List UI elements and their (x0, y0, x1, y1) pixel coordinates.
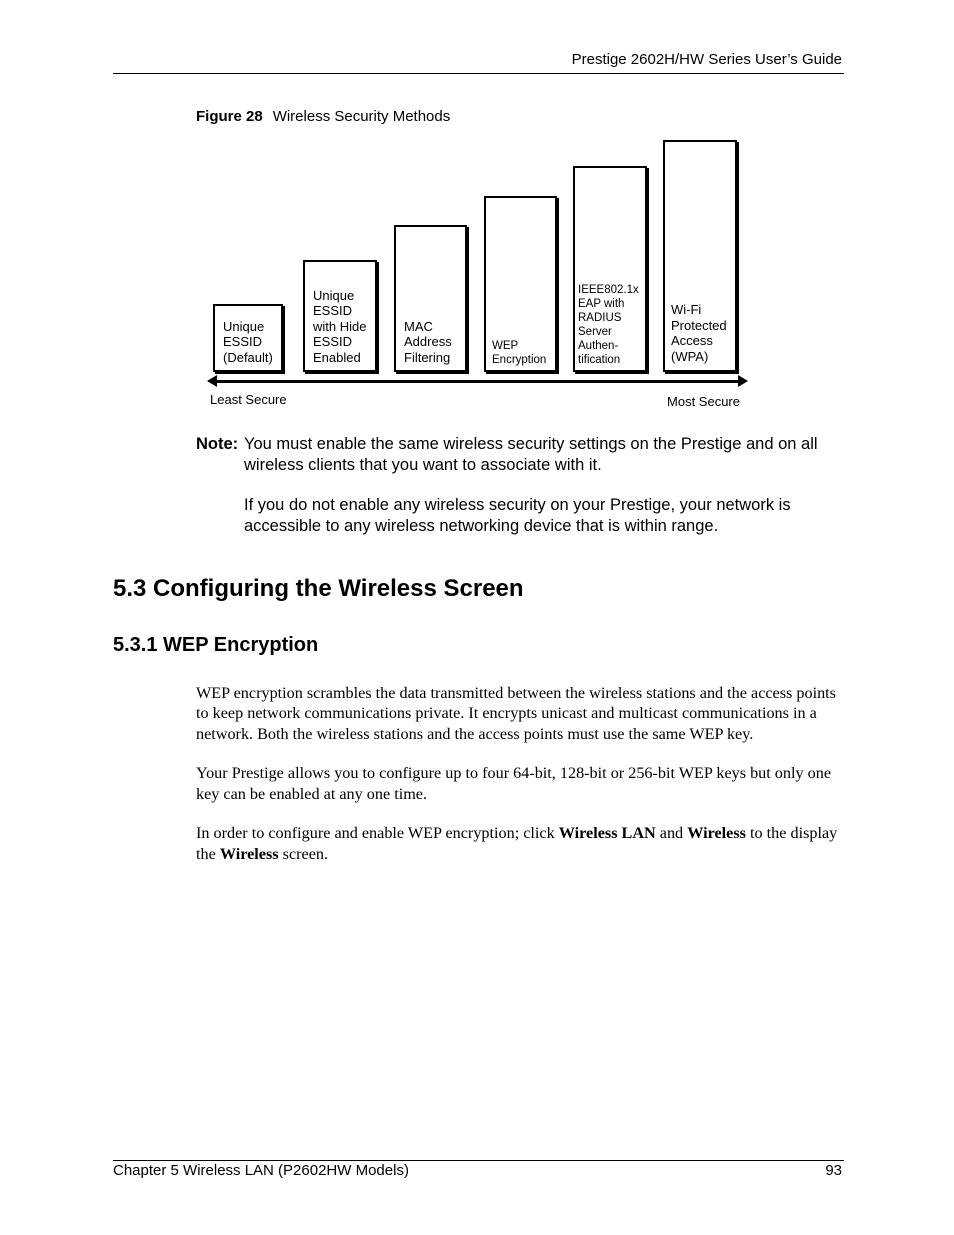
method-label: Unique ESSID (Default) (223, 318, 273, 365)
method-label: Unique ESSID with Hide ESSID Enabled (313, 287, 367, 365)
method-box-hide-essid (303, 260, 377, 372)
bold-term: Wireless LAN (558, 824, 656, 843)
text-run: In order to configure and enable WEP encryption; click (196, 824, 559, 843)
security-scale-arrow (213, 380, 742, 383)
section-heading: 5.3 Configuring the Wireless Screen (113, 575, 524, 602)
body-paragraph (196, 823, 844, 864)
note-paragraph: You must enable the same wireless security settings on the Prestige and on all wireless clients that you want to associate with it. (244, 435, 818, 474)
bold-term: Wireless (687, 824, 746, 843)
method-box-8021x (573, 166, 647, 372)
figure-title: Wireless Security Methods (272, 108, 451, 125)
arrow-left-icon (207, 375, 217, 387)
bold-term: Wireless (219, 844, 279, 863)
method-box-wpa (663, 140, 737, 372)
note-block (196, 434, 846, 556)
method-box-mac-filtering (394, 225, 467, 372)
method-box-unique-essid (213, 304, 283, 372)
arrow-right-icon (738, 375, 748, 387)
footer-divider (113, 1160, 844, 1161)
note-label: Note: (196, 435, 239, 453)
body-paragraph: WEP encryption scrambles the data transmitted between the wireless stations and the access points to keep network communications private. It encrypts unicast and multicast communications in a network. Both the wireless stations and the access points must use the same WEP key. (196, 684, 836, 743)
text-run: screen. (278, 844, 329, 863)
figure-number: Figure 28 (196, 108, 263, 125)
text-run: to the display the (196, 824, 838, 863)
method-label: WEP Encryption (492, 340, 547, 366)
method-label: Wi-Fi Protected Access (WPA) (671, 302, 727, 364)
method-box-wep (484, 196, 557, 372)
method-label: IEEE802.1x EAP with RADIUS Server Authen- tification (578, 284, 639, 366)
most-secure-label: Most Secure (667, 394, 740, 409)
body-paragraph: Your Prestige allows you to configure up to four 64-bit, 128-bit or 256-bit WEP keys but only one key can be enabled at any one time. (196, 764, 832, 803)
footer-page-number: 93 (825, 1162, 842, 1179)
body-text (196, 683, 844, 884)
figure-caption (196, 108, 450, 125)
security-methods-figure (205, 136, 750, 412)
running-header-title: Prestige 2602H/HW Series User’s Guide (571, 51, 842, 68)
note-paragraph: If you do not enable any wireless security on your Prestige, your network is accessible to any wireless networking device that is within range. (244, 496, 791, 535)
method-label: MAC Address Filtering (404, 318, 452, 365)
text-run: and (655, 824, 688, 843)
least-secure-label: Least Secure (210, 392, 287, 407)
footer-chapter: Chapter 5 Wireless LAN (P2602HW Models) (113, 1162, 409, 1179)
subsection-heading: 5.3.1 WEP Encryption (113, 634, 319, 656)
header-divider (113, 73, 844, 74)
